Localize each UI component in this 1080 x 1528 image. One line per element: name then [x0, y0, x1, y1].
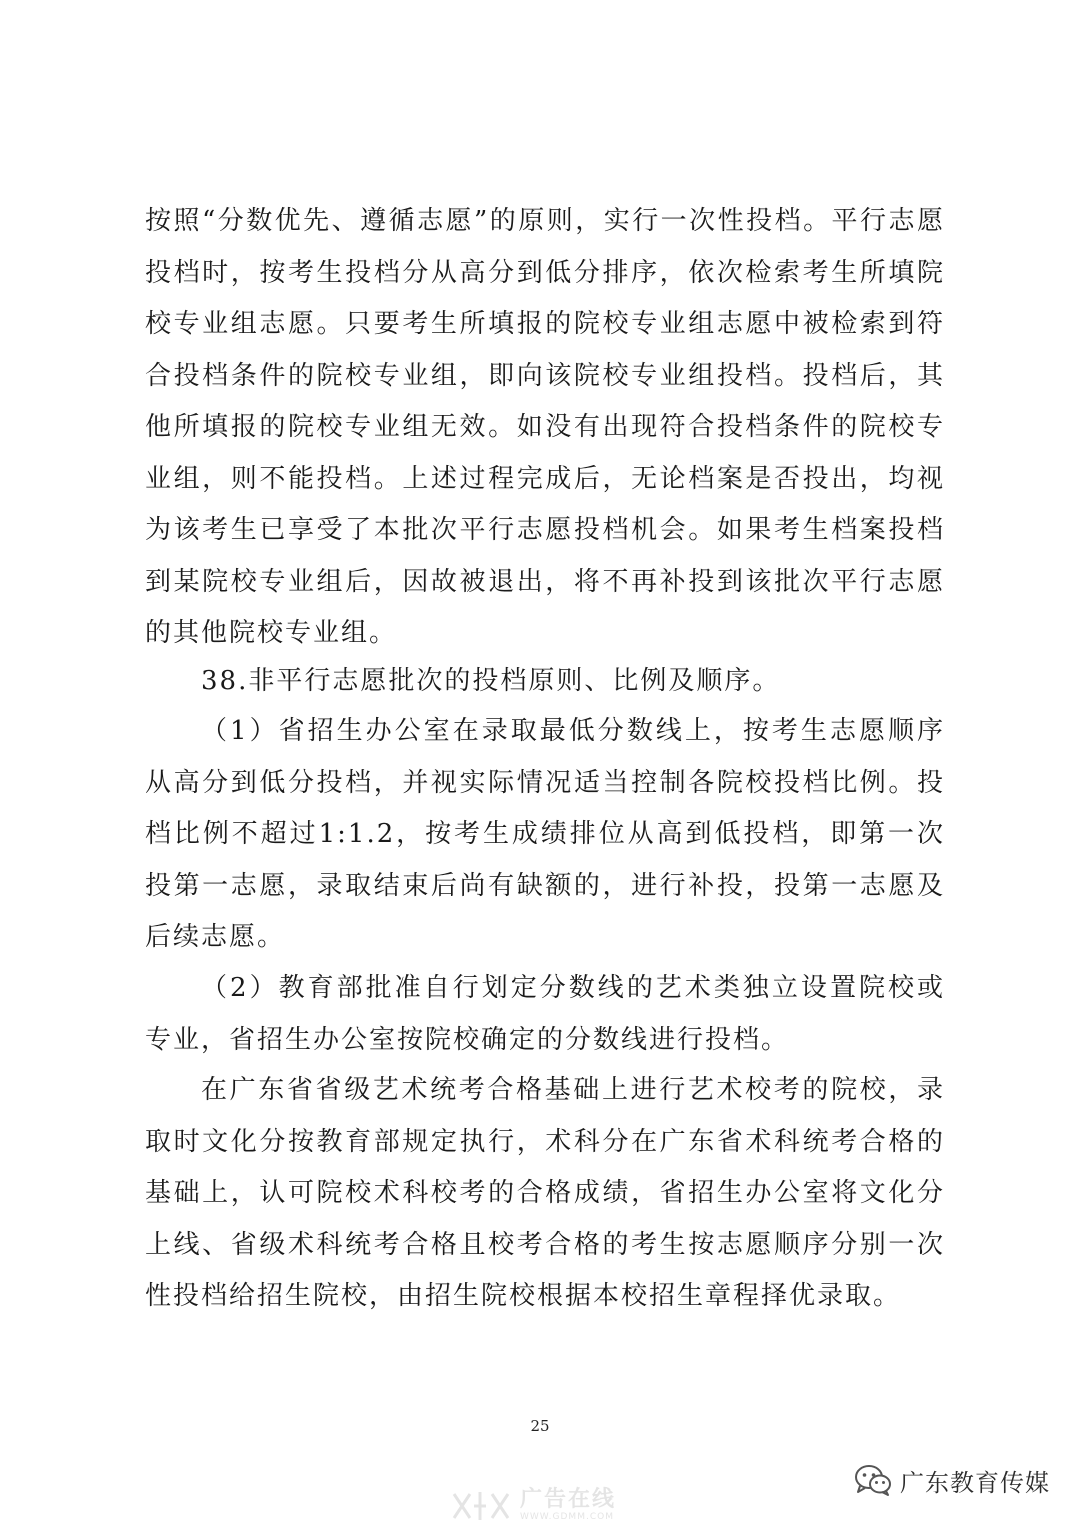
site-watermark — [450, 1488, 616, 1523]
paragraph-parallel-admission: 按照“分数优先、遵循志愿”的原则，实行一次性投档。平行志愿投档时，按考生投档分从高分到低分排序，依次检索考生所填院校专业组志愿。只要考生所填报的院校专业组志愿中被检索到符合投档条件的院校专业组，即向该院校专业组投档。投档后，其他所填报的院校专业组无效。如没有出现符合投档条件的院校专业组，则不能投档。上述过程完成后，无论档案是否投出，均视为该考生已享受了本批次平行志愿投档机会。如果考生档案投档到某院校专业组后，因故被退出，将不再补投到该批次平行志愿的其他院校专业组。 — [145, 206, 945, 648]
watermark-name: 广告在线 — [520, 1487, 617, 1512]
wechat-icon — [854, 1463, 892, 1497]
page-number: 25 — [530, 1417, 550, 1435]
watermark-logo-icon — [450, 1488, 514, 1522]
paragraph-item-2: （2）教育部批准自行划定分数线的艺术类独立设置院校或专业，省招生办公室按院校确定的分数线进行投档。 — [145, 973, 945, 1055]
watermark-url: WWW.GDMM.COM — [520, 1512, 614, 1522]
section-heading-38: 38.非平行志愿批次的投档原则、比例及顺序。 — [201, 666, 781, 696]
wechat-account-tag — [854, 1460, 1050, 1500]
wechat-account-name: 广东教育传媒 — [900, 1468, 1050, 1497]
paragraph-item-1: （1）省招生办公室在录取最低分数线上，按考生志愿顺序从高分到低分投档，并视实际情况适当控制各院校投档比例。投档比例不超过1:1.2，按考生成绩排位从高到低投档，即第一次投第一志愿，录取结束后尚有缺额的，进行补投，投第一志愿及后续志愿。 — [145, 716, 945, 952]
paragraph-art-exam: 在广东省省级艺术统考合格基础上进行艺术校考的院校，录取时文化分按教育部规定执行，术科分在广东省术科统考合格的基础上，认可院校术科校考的合格成绩，省招生办公室将文化分上线、省级术科统考合格且校考合格的考生按志愿顺序分别一次性投档给招生院校，由招生院校根据本校招生章程择优录取。 — [145, 1075, 945, 1311]
